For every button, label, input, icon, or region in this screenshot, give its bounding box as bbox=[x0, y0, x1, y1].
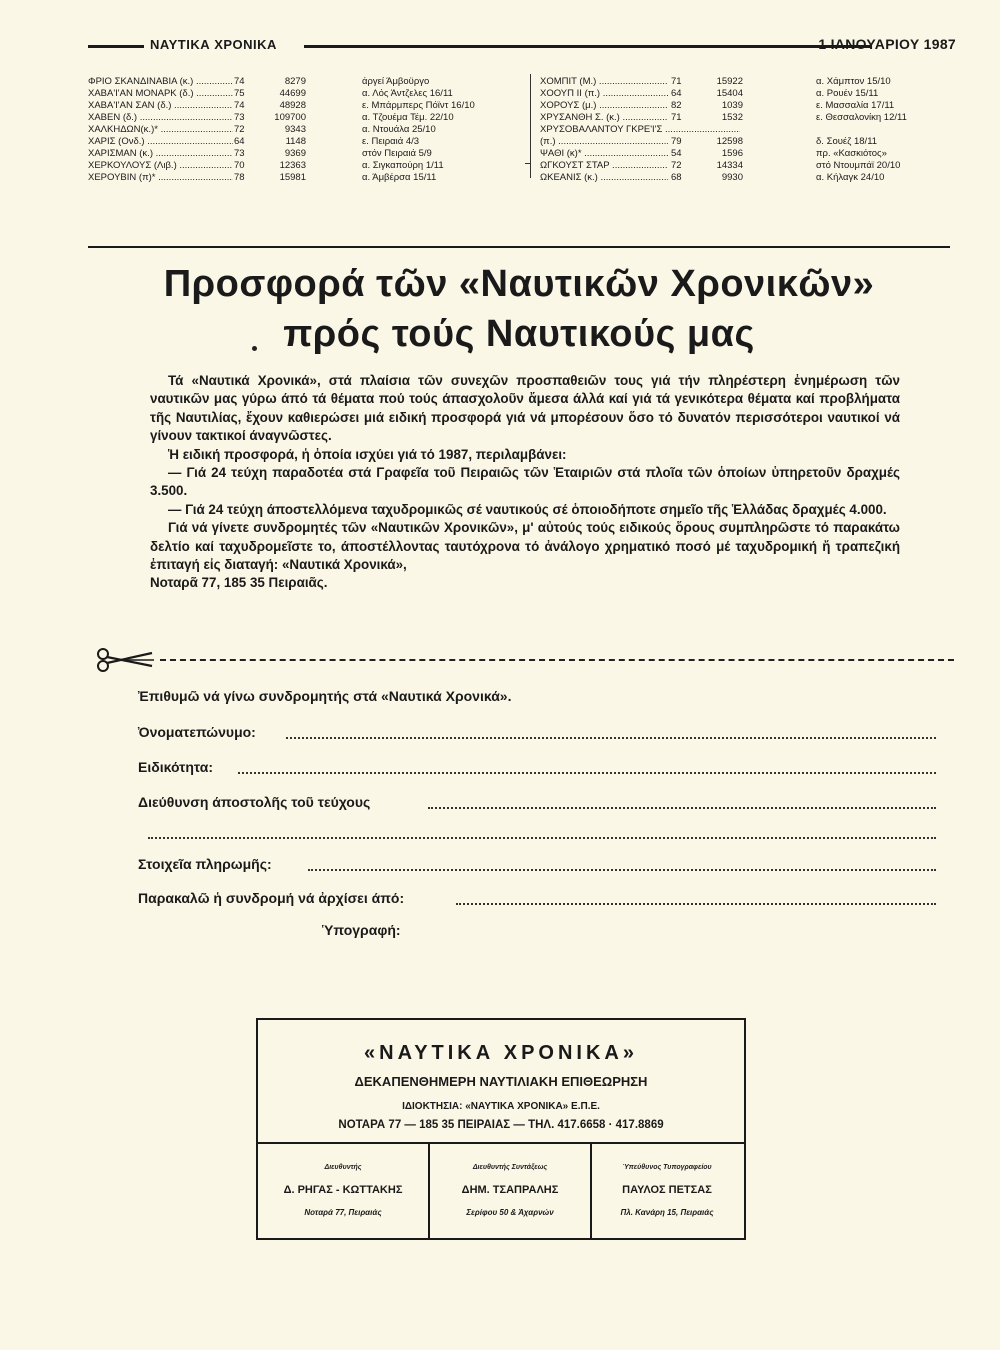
scissors-icon bbox=[96, 648, 156, 672]
ship-voyage: α. Κήλαγκ 24/10 bbox=[816, 172, 885, 183]
ship-tonnage: 14334 bbox=[716, 160, 743, 171]
ship-tonnage: 15922 bbox=[716, 76, 743, 87]
ship-tonnage: 1532 bbox=[721, 112, 743, 123]
ship-tonnage: 9930 bbox=[721, 172, 743, 183]
imprint-subtitle: ΔΕΚΑΠΕΝΘΗΜΕΡΗ ΝΑΥΤΙΛΙΑΚΗ ΕΠΙΘΕΩΡΗΣΗ bbox=[354, 1074, 648, 1089]
cut-line bbox=[96, 648, 956, 672]
ship-tonnage: 12363 bbox=[279, 160, 306, 171]
ship-tonnage: 1596 bbox=[721, 148, 743, 159]
name-label: Ὀνοματεπώνυμο: bbox=[138, 724, 256, 740]
ship-table-left bbox=[88, 76, 528, 184]
ship-tonnage: 109700 bbox=[274, 112, 306, 123]
offer-item-1: — Γιά 24 τεύχη παραδοτέα στά Γραφεῖα τοῦ Πειραιῶς τῶν Ἑταιριῶν στά πλοῖα τῶν ὁποίων ὑπηρετοῦν δραχμές 3.500. bbox=[150, 465, 900, 499]
postal-address: Νοταρᾶ 77, 185 35 Πειραιᾶς. bbox=[150, 575, 328, 591]
ship-voyage: πρ. «Κασκιότος» bbox=[816, 148, 887, 159]
payment-input-line[interactable] bbox=[308, 869, 936, 871]
form-intro-text: Ἐπιθυμῶ νά γίνω συνδρομητής στά «Ναυτικά Χρονικά». bbox=[138, 688, 512, 704]
ship-year: 73 bbox=[234, 148, 245, 159]
ship-year: 64 bbox=[671, 88, 682, 99]
paragraph-intro: Τά «Ναυτικά Χρονικά», στά πλαίσια τῶν συνεχῶν προσπαθειῶν τους γιά τήν πληρέστερη ἐνημέρωση τῶν ναυτικῶν μας γύρω άπό τά θέματα πού τούς άπασχολοῦν ἄμεσα άλλά καί γιά τά γενικότερα θέματα καί προβλήματα τῆς Ναυτιλίας, ἔχουν καθιερώσει μιά ειδική προσφορά γιά νά μπορέσουν ὅσο τό δυνατόν περισσότεροι ναυτικοί νά γίνουν τακτικοί άναγνῶστες. bbox=[150, 373, 900, 444]
imprint-box bbox=[256, 1018, 746, 1240]
address-label: Διεύθυνση άποστολῆς τοῦ τεύχους bbox=[138, 794, 371, 810]
ship-voyage: άργεί Άμβοϋργο bbox=[362, 76, 430, 87]
ship-year: 72 bbox=[234, 124, 245, 135]
staff-cell-director bbox=[258, 1144, 428, 1240]
ship-name: ΧΟΡΟΥΣ (μ.) ..... bbox=[540, 100, 668, 112]
offer-item-2: — Γιά 24 τεύχη άποστελλόμενα ταχυδρομικῶς σέ ναυτικούς σέ ὁποιοδήποτε σημεῖο τῆς Ἑλλάδας δραχμές 4.000. bbox=[168, 501, 887, 517]
ship-voyage: α. Σιγκαπούρη 1/11 bbox=[362, 160, 444, 171]
ship-tonnage: 12598 bbox=[716, 136, 743, 147]
signature-field[interactable] bbox=[322, 922, 1000, 938]
ship-tonnage: 15404 bbox=[716, 88, 743, 99]
table-row bbox=[88, 112, 528, 124]
table-row bbox=[88, 124, 528, 136]
ship-year: 74 bbox=[234, 76, 245, 87]
table-row bbox=[540, 112, 960, 124]
ship-table-right bbox=[540, 76, 960, 184]
staff-address: Πλ. Κανάρη 15, Πειραιάς bbox=[620, 1208, 714, 1217]
masthead: ΝΑΥΤΙΚΑ ΧΡΟΝΙΚΑ bbox=[150, 37, 277, 52]
ship-year: 82 bbox=[671, 100, 682, 111]
article-title-line-2: πρός τούς Ναυτικούς μας bbox=[283, 313, 755, 355]
table-row bbox=[88, 88, 528, 100]
staff-cell-printer bbox=[590, 1144, 744, 1240]
ship-name: ΩΓΚΟΥΣΤ ΣΤΑΡ ..... bbox=[540, 160, 668, 172]
ship-voyage: ε. Πειραιά 4/3 bbox=[362, 136, 420, 147]
table-row bbox=[88, 100, 528, 112]
table-row bbox=[88, 76, 528, 88]
ship-year: 74 bbox=[234, 100, 245, 111]
name-input-line[interactable] bbox=[286, 737, 936, 739]
ship-voyage: στό Ντουμπάϊ 20/10 bbox=[816, 160, 901, 171]
table-row bbox=[88, 160, 528, 172]
staff-role: Διευθυντής Συντάξεως bbox=[472, 1164, 548, 1171]
ship-name: ΦΡΙΟ ΣΚΑΝΔΙΝΑΒΙΑ (κ.) ..... bbox=[88, 76, 233, 88]
ship-year: 75 bbox=[234, 88, 245, 99]
ship-name: ΨΑΘΙ (κ)* ..... bbox=[540, 148, 668, 160]
ship-voyage: α. Ρουέν 15/11 bbox=[816, 88, 879, 99]
column-rule-tick bbox=[525, 163, 531, 164]
ship-tonnage: 1148 bbox=[285, 136, 306, 147]
issue-date: 1 ΙΑΝΟΥΑΡΙΟΥ 1987 bbox=[818, 36, 956, 52]
imprint-staff bbox=[258, 1142, 744, 1240]
table-row bbox=[540, 88, 960, 100]
ship-voyage: α. Άμβέρσα 15/11 bbox=[362, 172, 437, 183]
ship-year: 54 bbox=[671, 148, 682, 159]
payment-field[interactable] bbox=[138, 856, 958, 872]
ship-voyage: δ. Σουέζ 18/11 bbox=[816, 136, 878, 147]
ship-tonnage: 9369 bbox=[284, 148, 306, 159]
address-input-line-2[interactable] bbox=[148, 837, 936, 839]
ship-name: ΧΡΥΣΑΝΘΗ Σ. (κ.) ..... bbox=[540, 112, 668, 124]
dashed-cut-rule bbox=[160, 659, 954, 661]
specialty-label: Ειδικότητα: bbox=[138, 759, 214, 775]
ship-tonnage: 9343 bbox=[284, 124, 306, 135]
ship-name: ΩΚΕΑΝΙΣ (κ.) ..... bbox=[540, 172, 668, 184]
ship-name: (π.) ..... bbox=[540, 136, 668, 148]
staff-role: Ύπεύθυνος Τυπογραφείου bbox=[622, 1164, 712, 1171]
imprint-contact: ΝΟΤΑΡΑ 77 — 185 35 ΠΕΙΡΑΙΑΣ — ΤΗΛ. 417.6658 · 417.8869 bbox=[338, 1119, 664, 1131]
imprint-owner: ΙΔΙΟΚΤΗΣΙΑ: «ΝΑΥΤΙΚΑ ΧΡΟΝΙΚΑ» Ε.Π.Ε. bbox=[402, 1101, 600, 1112]
imprint-title: «ΝΑΥΤΙΚΑ ΧΡΟΝΙΚΑ» bbox=[364, 1042, 638, 1064]
ship-year: 71 bbox=[671, 76, 682, 87]
ship-year: 79 bbox=[671, 136, 682, 147]
address-input-line[interactable] bbox=[428, 807, 936, 809]
ship-voyage: ε. Θεσσαλονίκη 12/11 bbox=[816, 112, 907, 123]
page-header bbox=[88, 36, 956, 56]
section-divider bbox=[88, 246, 950, 248]
ship-name: ΧΑΡΙΣΜΑΝ (κ.) ..... bbox=[88, 148, 233, 160]
ship-tonnage: 8279 bbox=[284, 76, 306, 87]
ship-name: ΧΕΡΚΟΥΛΟΥΣ (Λιβ.) ..... bbox=[88, 160, 233, 172]
ship-year: 64 bbox=[234, 136, 245, 147]
table-row bbox=[540, 148, 960, 160]
ship-voyage: α. Λός Άντζελες 16/11 bbox=[362, 88, 453, 99]
ship-name: ΧΑΒΑ'Ι'ΑΝ ΜΟΝΑΡΚ (δ.) ..... bbox=[88, 88, 233, 100]
table-row bbox=[540, 76, 960, 88]
start-date-label: Παρακαλῶ ἡ συνδρομή νά ἀρχίσει άπό: bbox=[138, 890, 405, 906]
ship-name: ΧΡΥΣΟΒΑΛΑΝΤΟΥ ΓΚΡΕ'Ι'Σ ..... bbox=[540, 124, 740, 136]
header-rule-left bbox=[88, 45, 144, 48]
table-row bbox=[540, 124, 960, 136]
ship-voyage: α. Χάμπτον 15/10 bbox=[816, 76, 891, 87]
form-intro bbox=[138, 688, 958, 704]
ship-year: 78 bbox=[234, 172, 245, 183]
ship-year: 72 bbox=[671, 160, 682, 171]
staff-cell-editor bbox=[428, 1144, 592, 1240]
specialty-input-line[interactable] bbox=[238, 772, 936, 774]
start-date-input-line[interactable] bbox=[456, 903, 936, 905]
table-row bbox=[540, 172, 960, 184]
ship-name: ΧΑΡΙΣ (Ονδ.) ..... bbox=[88, 136, 233, 148]
paragraph-offer: Ἡ ειδική προσφορά, ἡ ὁποία ισχύει γιά τό 1987, περιλαμβάνει: bbox=[168, 446, 567, 462]
bullet-mark bbox=[252, 346, 257, 351]
staff-role: Διευθυντής bbox=[324, 1164, 362, 1171]
staff-name: ΔΗΜ. ΤΣΑΠΡΑΛΗΣ bbox=[461, 1184, 559, 1196]
ship-year: 73 bbox=[234, 112, 245, 123]
table-row bbox=[540, 100, 960, 112]
paragraph-instructions: Γιά νά γίνετε συνδρομητές τῶν «Ναυτικῶν Χρονικῶν», μ' αὐτούς τούς ειδικούς ὅρους συμπληρῶστε τό παρακάτω δελτίο καί ταχυδρομεῖστε το, άποστέλλοντας ταυτόχρονα τό ἀνάλογο χρηματικό ποσό μέ ταχυδρομική ἤ τραπεζική ἐπιταγή εἰς διαταγή: «Ναυτικά Χρονικά», bbox=[150, 520, 900, 573]
ship-year: 70 bbox=[234, 160, 245, 171]
staff-name: Δ. ΡΗΓΑΣ - ΚΩΤΤΑΚΗΣ bbox=[283, 1184, 403, 1196]
address-field[interactable] bbox=[138, 794, 958, 810]
ship-name: ΧΑΒΑ'Ι'ΑΝ ΣΑΝ (δ.) ..... bbox=[88, 100, 233, 112]
ship-voyage: ε. Μπάρμπερς Πόϊντ 16/10 bbox=[362, 100, 475, 111]
ship-name: ΧΑΒΕΝ (δ.) ..... bbox=[88, 112, 233, 124]
table-row bbox=[540, 160, 960, 172]
staff-address: Νοταρά 77, Πειραιάς bbox=[304, 1208, 382, 1217]
article-title-line-1: Προσφορά τῶν «Ναυτικῶν Χρονικῶν» bbox=[163, 263, 875, 305]
ship-name: ΧΑΛΚΗΔΩΝ(κ.)* ..... bbox=[88, 124, 233, 136]
ship-voyage: ε. Μασσαλία 17/11 bbox=[816, 100, 895, 111]
name-field[interactable] bbox=[138, 724, 958, 740]
specialty-field[interactable] bbox=[138, 759, 958, 775]
table-row bbox=[88, 148, 528, 160]
signature-label: Ὑπογραφή: bbox=[322, 922, 401, 938]
payment-label: Στοιχεῖα πληρωμῆς: bbox=[138, 856, 272, 872]
table-row bbox=[88, 172, 528, 184]
ship-tonnage: 15981 bbox=[279, 172, 306, 183]
ship-name: ΧΕΡΟΥΒΙΝ (π)* ..... bbox=[88, 172, 233, 184]
staff-address: Σερίφου 50 & Άχαρνών bbox=[466, 1208, 554, 1217]
ship-year: 68 bbox=[671, 172, 682, 183]
ship-tonnage: 48928 bbox=[279, 100, 306, 111]
ship-voyage: στόν Πειραιά 5/9 bbox=[362, 148, 432, 159]
table-row bbox=[88, 136, 528, 148]
ship-voyage: α. Τζουέμα Τέμ. 22/10 bbox=[362, 112, 454, 123]
ship-name: ΧΟΟΥΠ ΙΙ (π.) ..... bbox=[540, 88, 668, 100]
ship-name: ΧΟΜΠΙΤ (Μ.) ..... bbox=[540, 76, 668, 88]
ship-voyage: α. Ντουάλα 25/10 bbox=[362, 124, 436, 135]
article-body bbox=[150, 372, 900, 593]
staff-name: ΠΑΥΛΟΣ ΠΕΤΣΑΣ bbox=[622, 1184, 712, 1196]
ship-tonnage: 44699 bbox=[279, 88, 306, 99]
ship-year: 71 bbox=[671, 112, 682, 123]
ship-tonnage: 1039 bbox=[721, 100, 743, 111]
start-date-field[interactable] bbox=[138, 890, 958, 906]
table-row bbox=[540, 136, 960, 148]
header-rule-right bbox=[304, 45, 872, 48]
